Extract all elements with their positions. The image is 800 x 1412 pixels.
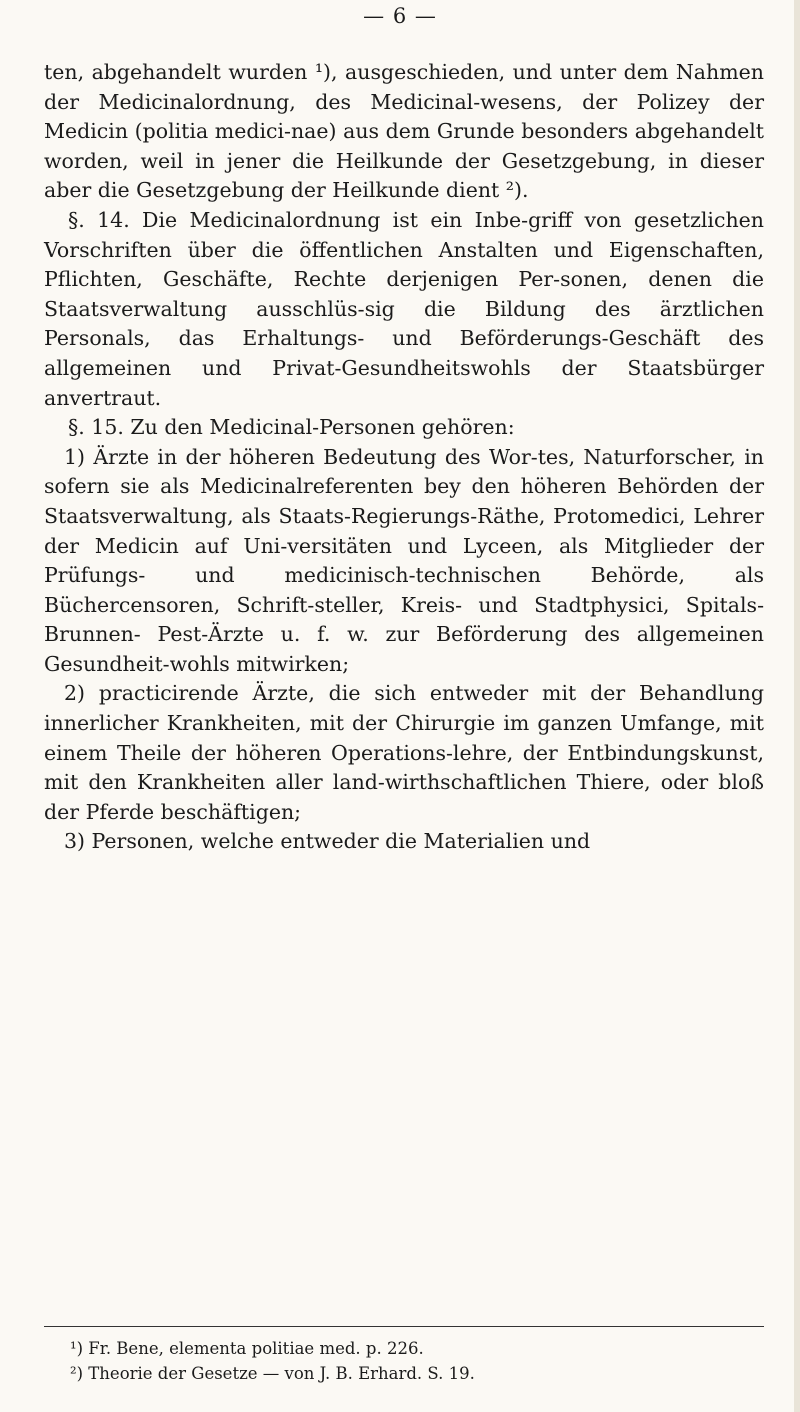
section-14: §. 14. Die Medicinalordnung ist ein Inbe-griff von gesetzlichen Vorschriften über die öffentlichen Anstalten und Eigenschaften, Pflichten, Geschäfte, Rechte derjenigen Per-sonen, denen die Staatsverwaltung ausschlüs-sig die Bildung des ärztlichen Personals, das Erhaltungs- und Beförderungs-Geschäft des allgemeinen und Privat-Gesundheitswohls der Staatsbürger anvertraut. [44,207,764,410]
section-15-intro: §. 15. Zu den Medicinal-Personen gehören: [68,415,515,440]
page-edge-shadow [794,0,800,1412]
list-item-aerzte: 1) Ärzte in der höheren Bedeutung des Wor-tes, Naturforscher, in sofern sie als Medicinalreferenten bey den höheren Behörden der Staatsverwaltung, als Staats-Regierungs-Räthe, Protomedici, Lehrer der Medicin auf Uni-versitäten und Lyceen, als Mitglieder der Prüfungs- und medicinisch-technischen Behörde, als Büchercensoren, Schrift-steller, Kreis- und Stadtphysici, Spitals- Brunnen- Pest-Ärzte u. f. w. zur Beförderung des allgemeinen Gesundheit-wohls mitwirken; [44,444,764,676]
list-item-practicirende: 2) practicirende Ärzte, die sich entweder mit der Behandlung innerlicher Krankheiten, mit der Chirurgie im ganzen Umfange, mit einem Theile der höheren Operations-lehre, der Entbindungskunst, mit den Krankheiten aller land-wirthschaftlichen Thiere, oder bloß der Pferde beschäftigen; [44,681,764,824]
footnote-1: ¹) Fr. Bene, elementa politiae med. p. 226. [70,1339,424,1358]
page-number-header: — 6 — [363,4,437,28]
footnotes [70,1336,760,1386]
paragraph-continuation: ten, abgehandelt wurden ¹), ausgeschieden, und unter dem Nahmen der Medicinalordnung, des Medicinal-wesens, der Polizey der Medicin (politia medici-nae) aus dem Grunde besonders abgehandelt worden, weil in jener die Heilkunde der Gesetzgebung, in dieser aber die Gesetzgebung der Heilkunde dient ²). [44,60,764,203]
list-item-personen: 3) Personen, welche entweder die Materialien und [64,829,591,854]
footnote-divider [44,1326,764,1327]
page-body [44,58,764,857]
footnote-2: ²) Theorie der Gesetze — von J. B. Erhard. S. 19. [70,1364,475,1383]
